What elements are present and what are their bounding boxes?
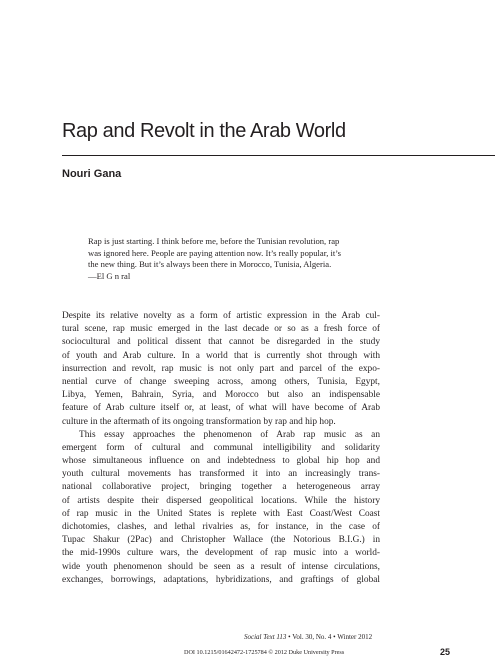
body-line: emergent form of cultural and communal intelligibility and solidarity [62, 442, 380, 453]
body-line: nential curve of change sweeping across, among others, Tunisia, Egypt, [62, 376, 380, 387]
epigraph-attribution: —El G n ral [88, 270, 131, 281]
body-line: tural scene, rap music emerged in the last decade or so as a fresh force of [62, 324, 380, 335]
journal-name: Social Text 113 [244, 633, 287, 641]
body-line: wide youth phenomenon should be seen as a result of intense circulations, [62, 561, 380, 572]
body-line: national collaborative project, bringing together a heterogeneous array [62, 482, 380, 493]
body-text [62, 310, 380, 587]
epigraph [88, 236, 388, 282]
article-title: Rap and Revolt in the Arab World [62, 120, 346, 142]
epigraph-line: was ignored here. People are paying attention now. It’s really popular, it’s [88, 247, 342, 258]
body-line: dichotomies, clashes, and lethal rivalries as, for instance, in the case of [62, 522, 380, 532]
body-line: of artists despite their dispersed geopolitical locations. While the history [62, 495, 380, 506]
body-line: feature of Arab culture itself or, at least, of what will have become of Arab [62, 403, 380, 414]
body-line: whose simultaneous influence on and indebtedness to global hip hop and [62, 456, 380, 467]
body-line: Libya, Yemen, Bahrain, Syria, and Morocco but also an indispensable [62, 390, 380, 401]
body-line: Despite its relative novelty as a form of artistic expression in the Arab cul- [62, 311, 380, 321]
author-name: Nouri Gana [62, 168, 122, 180]
epigraph-line: Rap is just starting. I think before me, before the Tunisian revolution, rap [88, 236, 340, 246]
body-line: culture in the aftermath of its ongoing transformation by rap and hip hop. [62, 416, 336, 427]
body-line: insurrection and revolt, rap music is not only part and parcel of the expo- [62, 363, 380, 374]
body-line: exchanges, borrowings, adaptations, hybridizations, and graftings of global [62, 574, 380, 585]
body-line: the mid-1990s culture wars, the development of rap music into a world- [62, 548, 380, 559]
journal-citation [244, 633, 372, 641]
epigraph-line: the new thing. But it’s always been there in Morocco, Tunisia, Algeria. [88, 259, 332, 270]
body-line: sociocultural and political dissent that cannot be disregarded in the study [62, 337, 380, 348]
body-line: of rap music in the United States is replete with East Coast/West Coast [62, 508, 380, 519]
journal-issue: • Vol. 30, No. 4 • Winter 2012 [286, 633, 373, 641]
body-line: youth cultural movements has transformed it into an increasingly trans- [62, 469, 380, 480]
page-number: 25 [440, 647, 451, 657]
doi-copyright: DOI 10.1215/01642472-1725784 © 2012 Duke University Press [184, 649, 345, 656]
title-rule [62, 155, 495, 156]
body-line: This essay approaches the phenomenon of Arab rap music as an [79, 429, 380, 440]
body-line: of youth and Arab culture. In a world that is currently shot through with [62, 350, 380, 361]
body-line: Tupac Shakur (2Pac) and Christopher Wallace (the Notorious B.I.G.) in [62, 535, 380, 546]
